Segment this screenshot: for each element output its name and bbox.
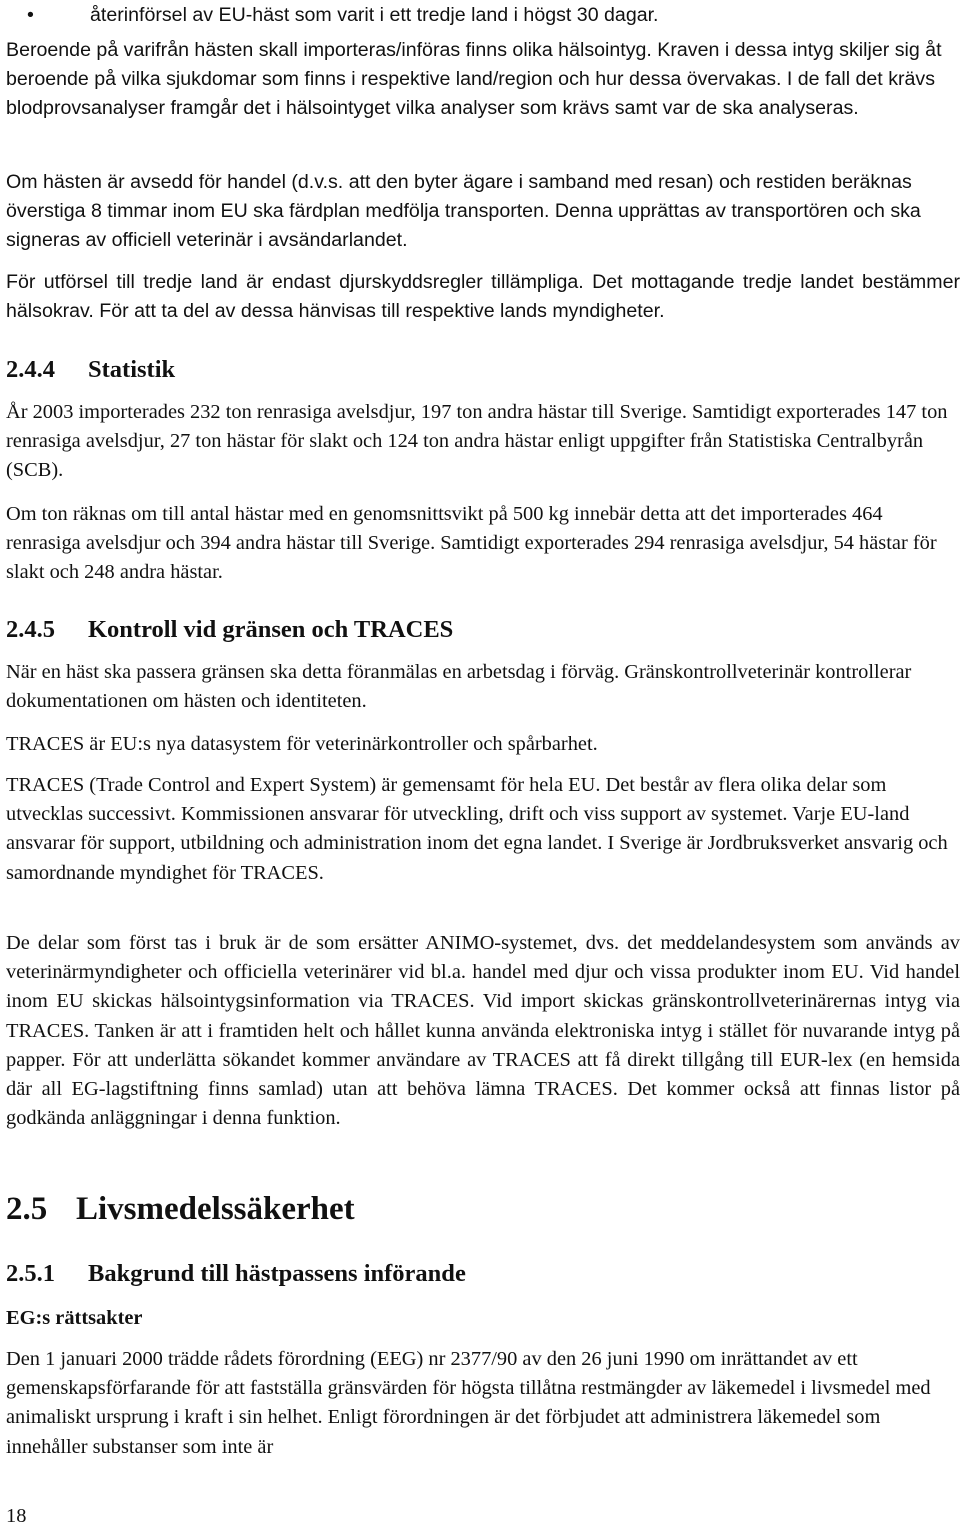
section-number: 2.5.1 bbox=[6, 1260, 55, 1287]
bullet-text: återinförsel av EU-häst som varit i ett tredje land i högst 30 dagar. bbox=[90, 4, 659, 26]
section-heading-statistik bbox=[6, 355, 176, 385]
paragraph-forordning: Den 1 januari 2000 trädde rådets förordning (EEG) nr 2377/90 av den 26 juni 1990 om inrättandet av ett gemenskapsförfarande för att fastställa gränsvärden för högsta tillåtna restmängder av läkemedel i livsmedel med animaliskt ursprung i kraft i sin helhet. Enligt förordningen är det förbjudet att administrera läkemedel som innehåller substanser som inte är bbox=[6, 1348, 931, 1458]
section-heading-hastpass bbox=[6, 1259, 466, 1289]
section-title: Bakgrund till hästpassens införande bbox=[88, 1260, 466, 1287]
section-number: 2.5 bbox=[6, 1191, 48, 1227]
section-number: 2.4.4 bbox=[6, 356, 55, 383]
paragraph-traces-animo: De delar som först tas i bruk är de som ersätter ANIMO-systemet, dvs. det meddelandesystem som används av veterinärmyndigheter och officiella veterinärer vid bl.a. handel med djur och vissa produkter inom EU. Vid handel inom EU skickas hälsointygsinformation via TRACES. Vid import skickas gränskontrollveterinärernas intyg via TRACES. Tanken är att i framtiden helt och hållet kunna använda elektroniska intyg i stället för nuvarande intyg på papper. För att underlätta sökandet kommer användare av TRACES att få direkt tillgång till EUR-lex (en hemsida där all EG-lagstiftning finns samlad) utan att behöva lämna TRACES. Det kommer också att finnas listor på godkända anläggningar i denna funktion. bbox=[6, 932, 960, 1130]
section-number: 2.4.5 bbox=[6, 616, 55, 643]
section-heading-kontroll-traces bbox=[6, 615, 454, 645]
paragraph-border-notification: När en häst ska passera gränsen ska detta föranmälas en arbetsdag i förväg. Gränskontrollveterinär kontrollerar dokumentationen om hästen och identiteten. bbox=[6, 661, 912, 713]
paragraph-health-certificates: Beroende på varifrån hästen skall importeras/införas finns olika hälsointyg. Kraven i dessa intyg skiljer sig åt beroende på vilka sjukdomar som finns i respektive land/region och hur dessa övervakas. I de fall det krävs blodprovsanalyser framgår det i hälsointyget vilka analyser som krävs samt var de ska analyseras. bbox=[6, 39, 942, 120]
section-title: Livsmedelssäkerhet bbox=[76, 1191, 355, 1227]
section-heading-livsmedelssakerhet bbox=[6, 1189, 355, 1229]
paragraph-traces-intro: TRACES är EU:s nya datasystem för veterinärkontroller och spårbarhet. bbox=[6, 733, 598, 755]
paragraph-traces-system: TRACES (Trade Control and Expert System) är gemensamt för hela EU. Det består av flera olika delar som utvecklas successivt. Kommissionen ansvarar för utveckling, drift och viss support av systemet. Varje EU-land ansvarar för support, utbildning och administration inom det egna landet. I Sverige är Jordbruksverket ansvarig och samordnande myndighet för TRACES. bbox=[6, 774, 948, 884]
bullet-marker: • bbox=[27, 4, 34, 26]
paragraph-statistik-count: Om ton räknas om till antal hästar med en genomsnittsvikt på 500 kg innebär detta att det importerades 464 renrasiga avelsdjur och 394 andra hästar till Sverige. Samtidigt exporterades 294 renrasiga avelsdjur, 54 hästar för slakt och 248 andra hästar. bbox=[6, 503, 937, 584]
page-number: 18 bbox=[6, 1505, 27, 1527]
section-title: Kontroll vid gränsen och TRACES bbox=[88, 616, 454, 643]
paragraph-statistik-tons: År 2003 importerades 232 ton renrasiga avelsdjur, 197 ton andra hästar till Sverige. Samtidigt exporterades 147 ton renrasiga avelsdjur, 27 ton hästar för slakt och 124 ton andra hästar enligt uppgifter från Statistiska Centralbyrån (SCB). bbox=[6, 401, 948, 482]
paragraph-trade-route-plan: Om hästen är avsedd för handel (d.v.s. att den byter ägare i samband med resan) och restiden beräknas överstiga 8 timmar inom EU ska färdplan medfölja transporten. Denna upprättas av transportören och ska signeras av officiell veterinär i avsändarlandet. bbox=[6, 171, 921, 252]
subheading-eg-rattsakter: EG:s rättsakter bbox=[6, 1307, 143, 1329]
paragraph-export-third-country: För utförsel till tredje land är endast djurskyddsregler tillämpliga. Det mottagande tredje landet bestämmer hälsokrav. För att ta del av dessa hänvisas till respektive lands myndigheter. bbox=[6, 271, 960, 323]
section-title: Statistik bbox=[88, 356, 176, 383]
